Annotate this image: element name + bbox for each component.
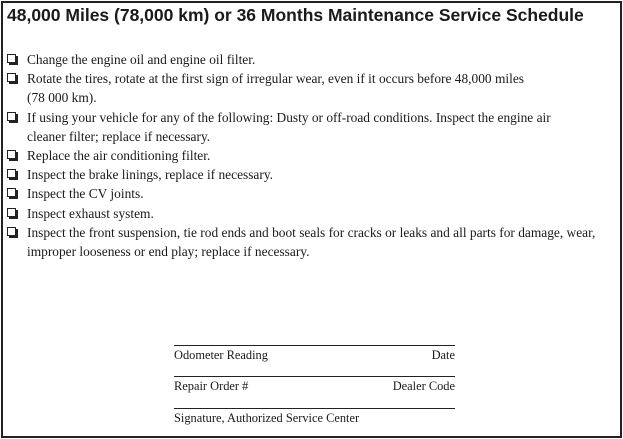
- checklist-item-text: Inspect the front suspension, tie rod ends and boot seals for cracks or leaks and all parts for damage, wear, improper looseness or end play; replace if necessary.: [27, 224, 596, 260]
- checklist-item: [6, 108, 611, 146]
- checklist-item: [6, 184, 611, 203]
- checklist-item: [6, 146, 611, 165]
- date-label: Date: [431, 348, 455, 362]
- checklist-item: [6, 165, 611, 184]
- checklist-item: [6, 69, 611, 107]
- checklist-item-text: Inspect the CV joints.: [27, 186, 144, 202]
- signature-label: Signature, Authorized Service Center: [174, 411, 360, 425]
- signature-line: [174, 408, 455, 409]
- signature-field[interactable]: [174, 408, 455, 426]
- checkbox-empty-icon[interactable]: [7, 73, 16, 82]
- checklist-item: [6, 204, 611, 223]
- schedule-title: 48,000 Miles (78,000 km) or 36 Months Maintenance Service Schedule: [7, 5, 584, 25]
- checklist-item-text: Inspect exhaust system.: [27, 205, 154, 221]
- checkbox-empty-icon[interactable]: [7, 150, 16, 159]
- checklist-item-text: Change the engine oil and engine oil filter.: [27, 52, 256, 67]
- checkbox-empty-icon[interactable]: [7, 208, 16, 217]
- checklist-item-text: Inspect the brake linings, replace if necessary.: [27, 167, 274, 183]
- repair-order-label: Repair Order #: [174, 379, 249, 393]
- maintenance-checklist: [6, 50, 611, 261]
- checklist-item: [6, 223, 611, 261]
- checkbox-empty-icon[interactable]: [7, 112, 16, 121]
- checkbox-empty-icon[interactable]: [7, 188, 16, 197]
- checklist-item-text: Rotate the tires, rotate at the first sign of irregular wear, even if it occurs before 48,000 miles (78 000 km).: [27, 71, 524, 106]
- signature-line: [174, 376, 455, 377]
- checkbox-empty-icon[interactable]: [7, 54, 16, 63]
- checklist-item: [6, 50, 611, 69]
- checklist-item-text: If using your vehicle for any of the following: Dusty or off-road conditions. Inspect the engine air cleaner filter; replace if necessary.: [27, 109, 551, 144]
- checklist-item-text: Replace the air conditioning filter.: [27, 148, 211, 164]
- checkbox-empty-icon[interactable]: [7, 227, 16, 236]
- dealer-code-label: Dealer Code: [392, 379, 455, 393]
- signature-line: [174, 345, 455, 346]
- repair-order-dealer-field[interactable]: [174, 376, 455, 394]
- odometer-label: Odometer Reading: [174, 348, 268, 362]
- odometer-date-field[interactable]: [174, 345, 455, 363]
- checkbox-empty-icon[interactable]: [7, 169, 16, 178]
